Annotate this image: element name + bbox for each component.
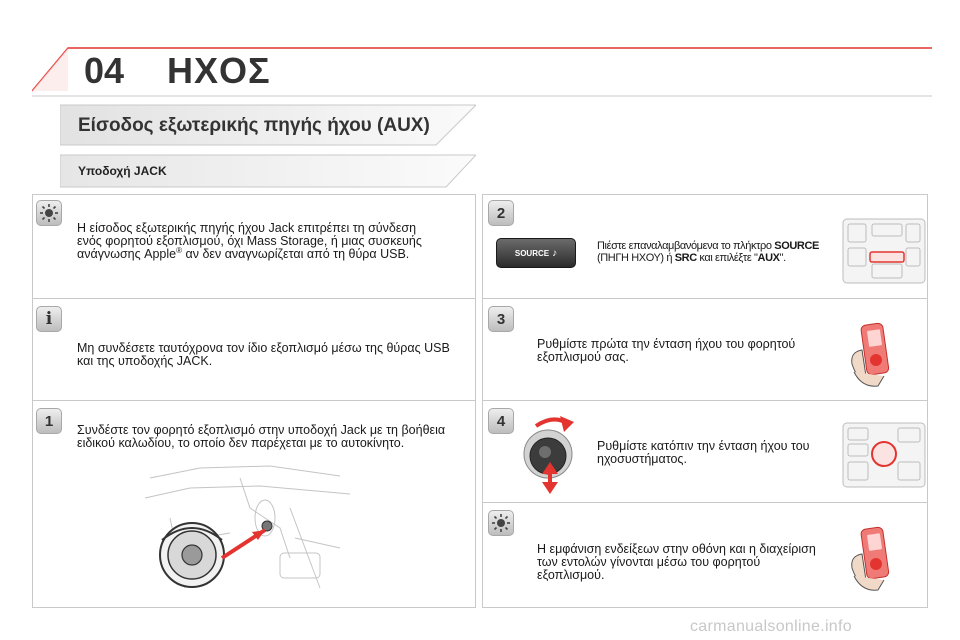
- right-divider-1: [482, 298, 928, 299]
- left-divider-1: [32, 298, 476, 299]
- note-usb-jack-line1: Η είσοδος εξωτερικής πηγής ήχου Jack επιτρέπει τη σύνδεση: [77, 221, 417, 235]
- note-display-line2: των εντολών γίνονται μέσω του φορητού: [537, 555, 761, 569]
- step-2-line2a: (ΠΗΓΗ ΗΧΟΥ) ή: [597, 252, 675, 264]
- note-usb-jack-line3: [77, 245, 422, 261]
- dashboard-knob-illustration: [842, 422, 926, 488]
- note-apple-text: ανάγνωσης Apple: [77, 247, 177, 261]
- chapter-title: ΗΧΟΣ: [167, 50, 271, 91]
- step-1-text: [77, 424, 445, 450]
- step-4-line1: Ρυθμίστε κατόπιν την ένταση ήχου του: [597, 439, 810, 453]
- step-4-text: [597, 440, 810, 466]
- note-usb-text: αν δεν αναγνωρίζεται από τη θύρα USB.: [182, 247, 410, 261]
- step-2-line2: [597, 252, 819, 264]
- note-icon: ♪: [552, 247, 558, 259]
- step-3-badge: 3: [488, 306, 514, 332]
- step-2-aux-word: AUX: [757, 252, 780, 264]
- step-3-line2: εξοπλισμού σας.: [537, 350, 629, 364]
- step-1-badge: 1: [36, 408, 62, 434]
- portable-player-icon: [848, 524, 894, 598]
- step-2-src-word: SRC: [674, 252, 697, 264]
- source-button-label: SOURCE: [514, 248, 550, 258]
- info-badge: [36, 306, 62, 332]
- radio-panel-illustration: [842, 218, 926, 284]
- watermark: carmanualsonline.info: [690, 618, 852, 635]
- note-usb-jack: [77, 222, 422, 261]
- registered-mark: ®: [176, 245, 183, 255]
- note-display-controls: [537, 543, 816, 582]
- info-icon: i: [45, 309, 53, 329]
- step-4-line2: ηχοσυστήματος.: [597, 452, 687, 466]
- right-divider-2: [482, 400, 928, 401]
- info-note: [77, 342, 450, 368]
- note-usb-jack-line2: ενός φορητού εξοπλισμού, όχι Mass Storage, ή μιας συσκευής: [77, 234, 422, 248]
- step-1-line1: Συνδέστε τον φορητό εξοπλισμό στην υποδοχή Jack με τη βοήθεια: [77, 423, 446, 437]
- step-2-line1a: Πιέστε επαναλαμβανόμενα το πλήκτρο: [597, 240, 775, 252]
- step-2-line2c: και επιλέξτε ": [696, 252, 758, 264]
- jack-socket-illustration: [140, 458, 360, 598]
- section-title: Είσοδος εξωτερικής πηγής ήχου (AUX): [78, 115, 430, 136]
- left-divider-2: [32, 400, 476, 401]
- step-4-badge: 4: [488, 408, 514, 434]
- chapter-number: 04: [84, 50, 125, 91]
- volume-knob-illustration: [516, 410, 580, 494]
- step-2-text: [597, 240, 819, 264]
- source-button-illustration: [496, 238, 576, 268]
- info-note-line2: και της υποδοχής JACK.: [77, 354, 213, 368]
- chapter-header: [32, 44, 932, 98]
- step-2-source-word: SOURCE: [774, 240, 819, 252]
- lightbulb-icon: [491, 513, 511, 533]
- step-1-line2: ειδικού καλωδίου, το οποίο δεν παρέχεται με το αυτοκίνητο.: [77, 436, 405, 450]
- subsection-title: Υποδοχή JACK: [78, 164, 167, 178]
- info-note-line1: Μη συνδέσετε ταυτόχρονα τον ίδιο εξοπλισμό μέσω της θύρας USB: [77, 341, 450, 355]
- lightbulb-icon: [39, 203, 59, 223]
- step-2-line1: [597, 240, 819, 252]
- lamp-badge-2: [488, 510, 514, 536]
- subsection-title-bar: [60, 154, 476, 188]
- section-title-bar: [60, 104, 476, 146]
- note-display-line1: Η εμφάνιση ενδείξεων στην οθόνη και η διαχείριση: [537, 542, 816, 556]
- note-display-line3: εξοπλισμού.: [537, 568, 605, 582]
- step-2-badge: 2: [488, 200, 514, 226]
- portable-player-icon: [848, 320, 894, 394]
- step-2-line2e: ".: [779, 252, 786, 264]
- right-divider-3: [482, 502, 928, 503]
- step-3-text: [537, 338, 795, 364]
- lamp-badge: [36, 200, 62, 226]
- step-3-line1: Ρυθμίστε πρώτα την ένταση ήχου του φορητού: [537, 337, 796, 351]
